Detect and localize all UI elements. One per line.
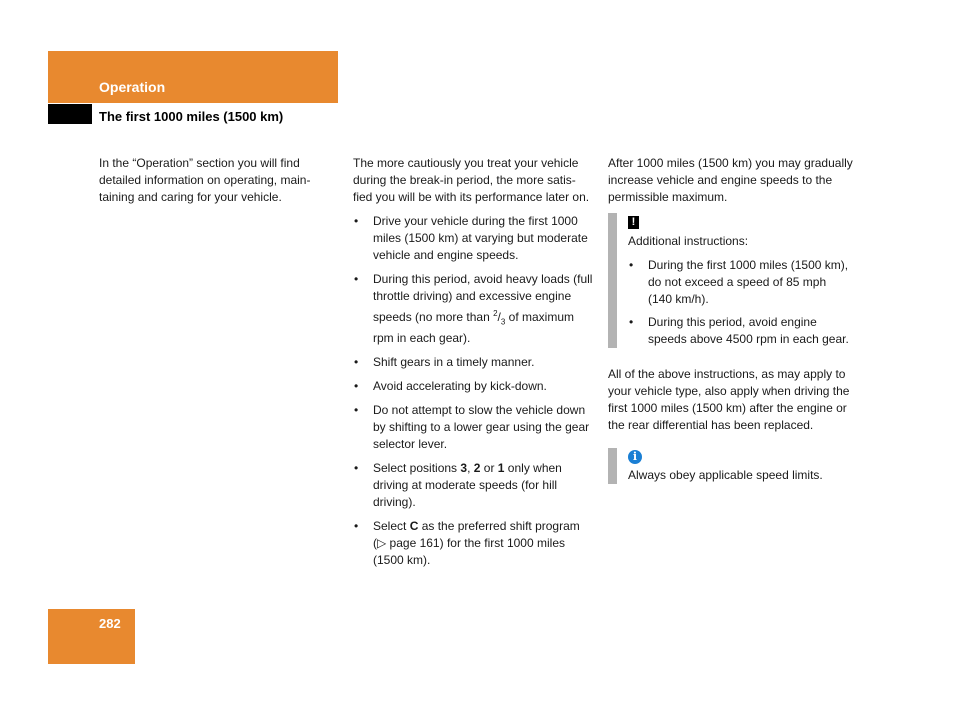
column-1 bbox=[99, 155, 334, 213]
info-note bbox=[608, 448, 853, 484]
note-stripe bbox=[608, 448, 617, 484]
break-in-paragraph: The more cautiously you treat your vehicle during the break-in period, the more satis-fied you will be with its performance later on. bbox=[353, 156, 590, 204]
column-2 bbox=[353, 155, 593, 576]
info-text: Always obey applicable speed limits. bbox=[628, 468, 823, 482]
bullet-icon: • bbox=[629, 315, 634, 329]
list-item: • Avoid accelerating by kick-down. bbox=[354, 379, 547, 394]
info-icon: i bbox=[628, 450, 642, 464]
intro-paragraph: In the “Operation” section you will find detailed information on operating, main-taining and caring for your vehicle. bbox=[99, 156, 311, 204]
warning-list bbox=[628, 257, 853, 348]
bullet-icon: • bbox=[354, 355, 359, 370]
after-break-in-paragraph: After 1000 miles (1500 km) you may gradually increase vehicle and engine speeds to the permissible maximum. bbox=[608, 156, 853, 204]
replacement-paragraph: All of the above instructions, as may apply to your vehicle type, also apply when driving the first 1000 miles (1500 km) after the engine or the rear differential has been replaced. bbox=[608, 367, 850, 432]
header-bar bbox=[48, 51, 338, 103]
list-item: • Select positions 3, 2 or 1 only when driving at moderate speeds (for hill driving). bbox=[354, 461, 562, 510]
warning-icon: ! bbox=[628, 216, 639, 229]
list-item: • Select C as the preferred shift program (▷ page 161) for the first 1000 miles (1500 km). bbox=[354, 519, 580, 568]
list-item: • During the first 1000 miles (1500 km), do not exceed a speed of 85 mph (140 km/h). bbox=[629, 258, 849, 306]
bullet-icon: • bbox=[354, 461, 359, 476]
page-subtitle: The first 1000 miles (1500 km) bbox=[99, 109, 284, 124]
note-stripe bbox=[608, 213, 617, 348]
bullet-icon: • bbox=[354, 403, 359, 418]
bullet-icon: • bbox=[354, 519, 359, 534]
list-item: • Do not attempt to slow the vehicle down by shifting to a lower gear using the gear selector lever. bbox=[354, 403, 590, 452]
bullet-icon: • bbox=[354, 379, 359, 394]
fraction: $^2/_3$ bbox=[493, 309, 506, 327]
list-item: • Shift gears in a timely manner. bbox=[354, 355, 535, 370]
page-number: 282 bbox=[99, 616, 121, 631]
bullet-icon: • bbox=[629, 258, 634, 272]
page-reference: as the preferred shift program (▷ page 161) for the first 1000 miles (1500 km). bbox=[373, 519, 580, 568]
warning-note bbox=[608, 213, 853, 348]
list-item: • During this period, avoid engine speeds above 4500 rpm in each gear. bbox=[629, 315, 849, 346]
section-tab-marker bbox=[48, 104, 92, 124]
warning-title: Additional instructions: bbox=[628, 234, 749, 248]
break-in-list bbox=[353, 213, 593, 569]
page-number-box bbox=[48, 609, 135, 664]
bullet-icon: • bbox=[354, 272, 359, 286]
bullet-icon: • bbox=[354, 214, 359, 228]
column-3 bbox=[608, 155, 853, 502]
list-item: • Drive your vehicle during the first 1000 miles (1500 km) at varying but moderate vehicle and engine speeds. bbox=[354, 214, 588, 262]
section-title: Operation bbox=[99, 79, 166, 95]
list-item: • During this period, avoid heavy loads (full throttle driving) and excessive engine speeds (no more than $^2/_3$ of maximum rpm in each gear). bbox=[354, 272, 593, 346]
